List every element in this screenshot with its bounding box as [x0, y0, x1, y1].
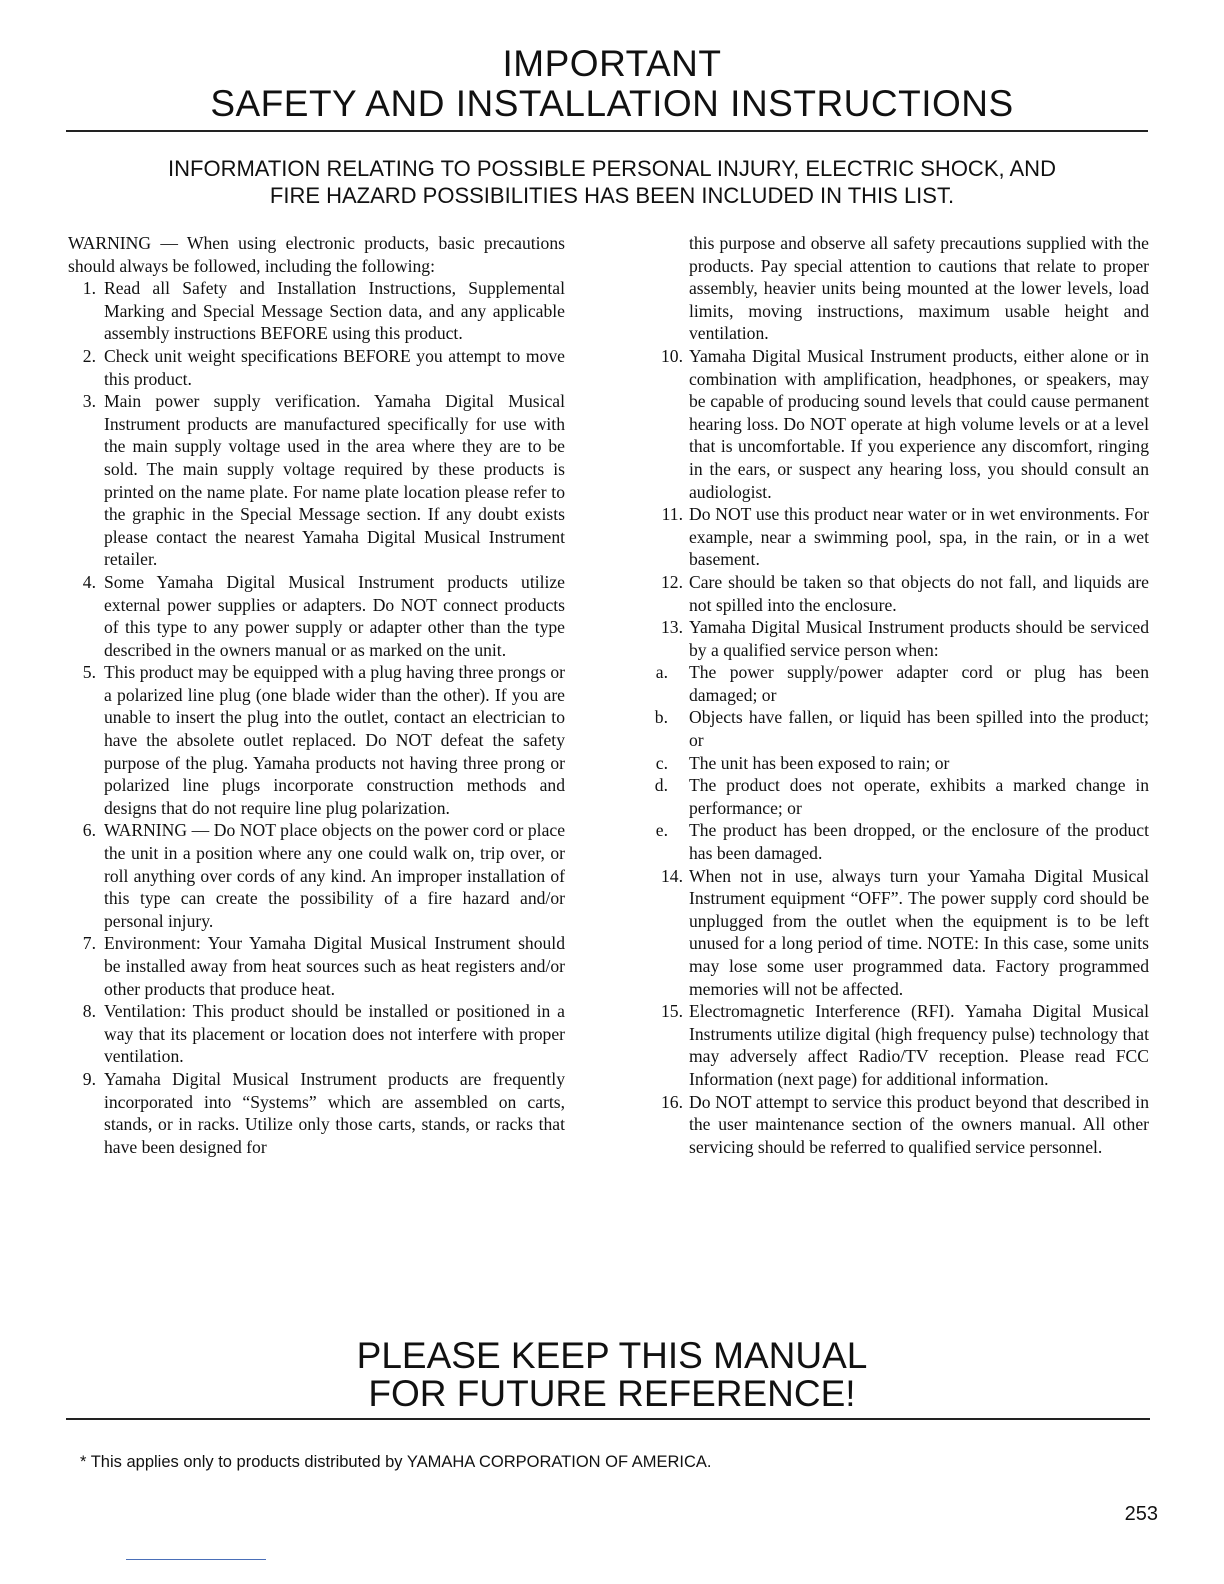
- left-column: [68, 232, 565, 1158]
- subtitle-line-1: INFORMATION RELATING TO POSSIBLE PERSONAL INJURY, ELECTRIC SHOCK, AND: [168, 156, 1056, 181]
- list-item: 12. Care should be taken so that objects do not fall, and liquids are not spilled into the enclosure.: [661, 571, 1149, 615]
- page-title: [0, 44, 1224, 124]
- list-item: 7. Environment: Your Yamaha Digital Musical Instrument should be installed away from heat sources such as heat registers and/or other products that produce heat.: [82, 933, 565, 999]
- intro-warning: WARNING — When using electronic products, basic precautions should always be followed, including the following:: [68, 233, 565, 276]
- keep-manual-notice: [0, 1337, 1224, 1413]
- footnote: * This applies only to products distributed by YAMAHA CORPORATION OF AMERICA.: [80, 1453, 712, 1471]
- scan-artifact-line: [126, 1559, 266, 1560]
- list-item: 2. Check unit weight specifications BEFORE you attempt to move this product.: [82, 345, 565, 389]
- list-item: 8. Ventilation: This product should be installed or positioned in a way that its placement or location does not interfere with proper ventilation.: [82, 1001, 565, 1067]
- list-item: 6. WARNING — Do NOT place objects on the power cord or place the unit in a position where any one could walk on, trip over, or roll anything over cords of any kind. An improper installation of this type can create the possibility of a fire hazard and/or personal injury.: [82, 820, 565, 931]
- subtitle-line-2: FIRE HAZARD POSSIBILITIES HAS BEEN INCLUDED IN THIS LIST.: [269, 183, 955, 208]
- sub-list-item: c. The unit has been exposed to rain; or: [655, 752, 950, 773]
- keep-line-1: PLEASE KEEP THIS MANUAL: [356, 1335, 868, 1376]
- list-item-continued: this purpose and observe all safety precautions supplied with the products. Pay special attention to cautions that relate to proper assembly, heavier units being mounted at the lower levels, load limits, moving instructions, maximum usable height and ventilation.: [689, 233, 1149, 344]
- list-item: 5. This product may be equipped with a plug having three prongs or a polarized line plug (one blade wider than the other). If you are unable to insert the plug into the outlet, contact an electrician to have the absolete outlet replaced. Do NOT defeat the safety purpose of the plug. Yamaha products not having three prong or polarized line plugs incorporate construction methods and designs that do not require line plug polarization.: [82, 662, 565, 818]
- list-item: 11. Do NOT use this product near water or in wet environments. For example, near a swimming pool, spa, in the rain, or in a wet basement.: [661, 504, 1149, 570]
- list-item: 13. Yamaha Digital Musical Instrument products should be serviced by a qualified service person when:: [661, 617, 1149, 660]
- list-item: 16. Do NOT attempt to service this product beyond that described in the user maintenance section of the owners manual. All other servicing should be referred to qualified service personnel.: [661, 1091, 1149, 1157]
- keep-line-2: FOR FUTURE REFERENCE!: [368, 1373, 856, 1414]
- list-item: 3. Main power supply verification. Yamaha Digital Musical Instrument products are manufactured specifically for use with the main supply voltage used in the area where they are to be sold. The main supply voltage required by these products is printed on the name plate. For name plate location please refer to the graphic in the Special Message section. If any doubt exists please contact the nearest Yamaha Digital Musical Instrument retailer.: [82, 391, 565, 570]
- sub-list-item: a. The power supply/power adapter cord or plug has been damaged; or: [655, 662, 1149, 705]
- right-column: [650, 232, 1149, 1158]
- sub-list-item: b. Objects have fallen, or liquid has been spilled into the product; or: [654, 707, 1149, 751]
- bottom-divider: [66, 1418, 1150, 1420]
- page-number: 253: [1124, 1503, 1158, 1525]
- list-item: 4. Some Yamaha Digital Musical Instrument products utilize external power supplies or adapters. Do NOT connect products of this type to any power supply or adapter other than the type described in the owners manual or as marked on the unit.: [82, 571, 565, 660]
- sub-list-item: d. The product does not operate, exhibits a marked change in performance; or: [654, 775, 1149, 818]
- title-line-2: SAFETY AND INSTALLATION INSTRUCTIONS: [210, 83, 1014, 124]
- list-item: 10. Yamaha Digital Musical Instrument products, either alone or in combination with amplification, headphones, or speakers, may be capable of producing sound levels that could cause permanent hearing loss. Do NOT operate at high volume levels or at a level that is uncomfortable. If you experience any discomfort, ringing in the ears, or suspect any hearing loss, you should consult an audiologist.: [661, 345, 1149, 502]
- top-divider: [66, 130, 1148, 132]
- list-item: 14. When not in use, always turn your Yamaha Digital Musical Instrument equipment “OFF”. The power supply cord should be unplugged from the outlet when the equipment is to be left unused for a long period of time. NOTE: In this case, some units may lose some user programmed data. Factory programmed memories will not be affected.: [661, 865, 1149, 999]
- list-item: 1. Read all Safety and Installation Instructions, Supplemental Marking and Special Message Section data, and any applicable assembly instructions BEFORE using this product.: [82, 278, 565, 344]
- sub-list-item: e. The product has been dropped, or the enclosure of the product has been damaged.: [655, 820, 1149, 864]
- list-item: 9. Yamaha Digital Musical Instrument products are frequently incorporated into “Systems” which are assembled on carts, stands, or in racks. Utilize only those carts, stands, or racks that have been designed for: [82, 1068, 565, 1157]
- title-line-1: IMPORTANT: [502, 43, 722, 84]
- subtitle: [0, 155, 1224, 209]
- list-item: 15. Electromagnetic Interference (RFI). Yamaha Digital Musical Instruments utilize digital (high frequency pulse) technology that may adversely affect Radio/TV reception. Please read FCC Information (next page) for additional information.: [661, 1001, 1149, 1089]
